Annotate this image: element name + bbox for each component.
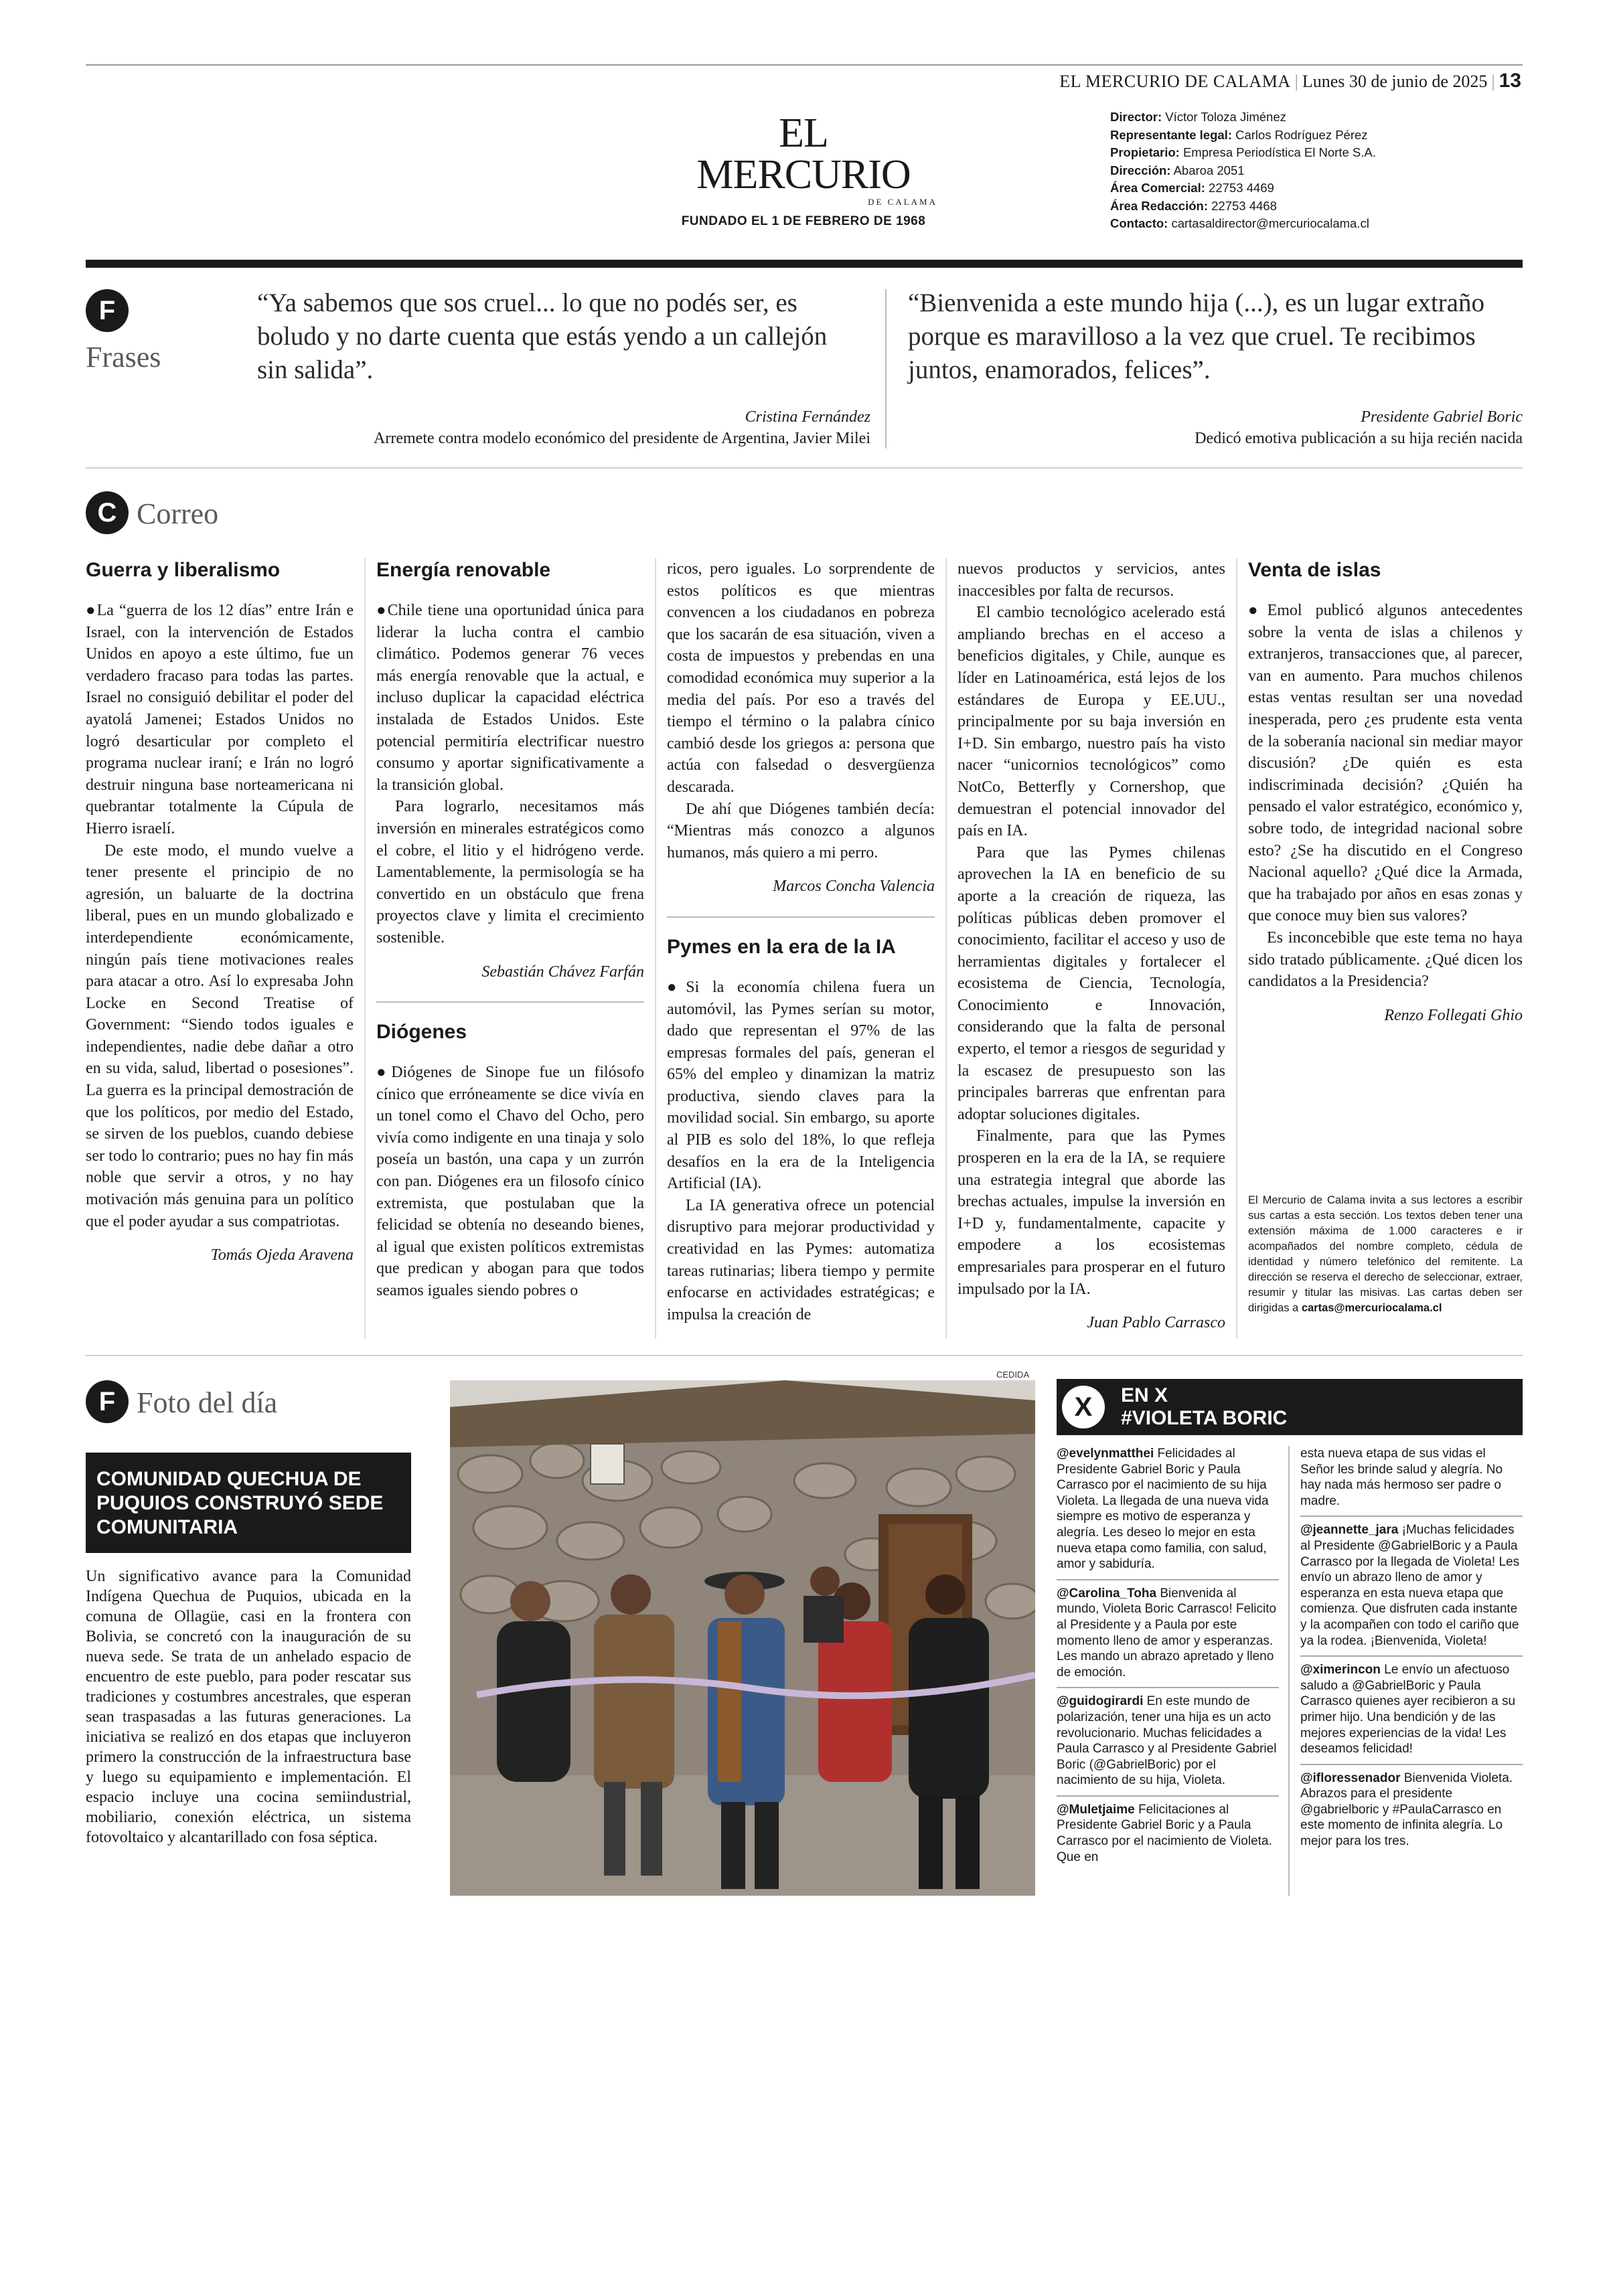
letters-policy-note — [1248, 1193, 1523, 1316]
frases-label: Frases — [86, 341, 161, 374]
correo-icon: C — [86, 491, 129, 534]
letter-text: Si la economía chilena fuera un automóvil, las Pymes serían su motor, dado que representan el 97% de las empresas formales del país, generan el 65% del empleo y dinamizan la matriz productiva, siendo claves para la movilidad social. Sin embargo, su aporte al PIB es solo del 18%, lo que refleja desafíos en la era de la Inteligencia Artificial (IA). — [667, 978, 935, 1193]
staff-value: Carlos Rodríguez Pérez — [1235, 127, 1368, 142]
staff-value[interactable]: cartasaldirector@mercuriocalama.cl — [1171, 216, 1369, 230]
staff-line — [1110, 108, 1525, 127]
correo-bottom-rule — [86, 1355, 1523, 1356]
tweet — [1300, 1446, 1523, 1517]
tweet — [1057, 1446, 1279, 1580]
tweet-text: Felicitaciones al Presidente Gabriel Boric y a Paula Carrasco por el nacimiento de Violeta. Que en — [1057, 1802, 1272, 1864]
letter-signature: Sebastián Chávez Farfán — [481, 963, 644, 981]
letter-paragraph — [1248, 600, 1523, 927]
photo-of-ribbon-cutting — [450, 1380, 1035, 1896]
letter-signature: Tomás Ojeda Aravena — [210, 1246, 354, 1264]
frases-divider — [885, 289, 887, 448]
letter-guerra — [86, 558, 354, 1266]
letter-paragraph: De ahí que Diógenes también decía: “Mientras más conozco a algunos humanos, más quiero a mi perro. — [667, 800, 935, 862]
letter-separator — [376, 1001, 644, 1003]
masthead-bar — [86, 260, 1523, 268]
bullet-icon: ● — [376, 602, 388, 619]
letter-title: Energía renovable — [376, 559, 551, 581]
tweet-handle[interactable]: @evelynmatthei — [1057, 1447, 1154, 1461]
letter-paragraph: ricos, pero iguales. Lo sorprendente de estos políticos es que mientras convencen a los ciudadanos en pobreza que los sacarán de esa situación, viven a costa de impuestos y prebendas en una comodidad económica muy superior a la media del país. Por eso a través del tiempo el término o la palabra cínico cambió desde los griegos a: persona que actúa con falsedad o desvergüenza descarada. — [667, 560, 935, 796]
tweet-text: En este mundo de polarización, tener una hija es un acto revolucionario. Muchas felicidades a Paula Carrasco y al Presidente Gabriel Boric (@GabrielBoric) por el nacimiento de su hija, Violeta. — [1057, 1694, 1277, 1788]
letter-paragraph: Para lograrlo, necesitamos más inversión en minerales estratégicos como el cobre, el litio y el hidrógeno verde. Lamentablemente, la permisología se ha convertido en un obstáculo que frena proyectos clave y limita el crecimiento sostenible. — [376, 798, 644, 947]
en-x-title-line: EN X — [1121, 1384, 1168, 1406]
frase-author-2: Presidente Gabriel Boric — [1361, 408, 1523, 426]
letter-paragraph: El cambio tecnológico acelerado está ampliando brechas en el acceso a beneficios digitales, y Chile, aunque es líder en Latinoamérica, está lejos de los estándares de Europa y EE.UU., principalmente por su baja inversión en I+D. Sin embargo, nuestro país ha visto nacer “unicornios tecnológicos” como NotCo, Betterfly y Cornershop, que demuestran el potencial innovador del país en IA. — [958, 604, 1225, 840]
column-divider — [945, 558, 947, 1339]
letter-title: Diógenes — [376, 1021, 467, 1044]
frases-icon: F — [86, 289, 129, 332]
letter-pymes-cont — [958, 558, 1225, 1334]
letter-text: Chile tiene una oportunidad única para liderar la lucha contra el cambio climático. Podemos generar 76 veces más energía renovable que la actual, e incluso duplicar la capacidad eléctrica instalada de Estados Unidos. Este potencial permitiría electrificar nuestro consumo y aportar significativamente a la transición global. — [376, 602, 644, 794]
letter-title: Pymes en la era de la IA — [667, 935, 896, 958]
en-x-header — [1057, 1379, 1523, 1435]
frase-context-2: Dedicó emotiva publicación a su hija recién nacida — [1195, 430, 1523, 447]
tweet-text: Bienvenida Violeta. Abrazos para el presidente @gabrielboric y #PaulaCarrasco en este momento de infinita alegría. Lo mejor para los tres. — [1300, 1771, 1513, 1849]
staff-label: Representante legal: — [1110, 127, 1232, 142]
page-folio — [1059, 70, 1521, 92]
x-icon: X — [1062, 1386, 1105, 1428]
staff-label: Área Redacción: — [1110, 198, 1208, 213]
tweet — [1057, 1688, 1279, 1797]
tweet-handle[interactable]: @jeannette_jara — [1300, 1523, 1399, 1538]
top-rule — [86, 64, 1523, 66]
letter-paragraph: De este modo, el mundo vuelve a tener presente el principio de no agresión, un baluarte de la doctrina liberal, pues en un mundo globalizado e interdependiente económicamente, ningún país tiene motivaciones reales para atacar a otro. Así lo expresaba John Locke en Second Treatise of Government: “Siendo todos iguales e independientes, nadie debe dañar a otro en su vida, salud, libertad o posesiones”. La guerra es la principal demostración de que los políticos, por medio del Estado, se sirven de los pueblos, cuando debiese ser todo lo contrario; pues no hay fin más noble que servir a otros, y no hay motivación más genuina para un político que el poder ayudar a sus compatriotas. — [86, 841, 354, 1230]
letter-energia — [376, 558, 644, 1302]
letter-signature: Juan Pablo Carrasco — [1087, 1314, 1225, 1332]
staff-value: Empresa Periodística El Norte S.A. — [1182, 145, 1376, 159]
letter-title: Venta de islas — [1248, 559, 1381, 581]
masthead-logo — [670, 112, 937, 229]
logo-subtitle: DE CALAMA — [868, 197, 937, 207]
tweet — [1057, 1797, 1279, 1872]
letter-paragraph: Finalmente, para que las Pymes prosperen en la era de la IA, se requiere una estrategia integral que aborde las brechas actuales, impulse la inversión en I+D y, fundamentalmente, capacite y empodere a los ecosistemas empresariales para prosperar en el futuro impulsado por la IA. — [958, 1127, 1225, 1298]
letter-paragraph — [86, 600, 354, 840]
staff-line — [1110, 197, 1525, 216]
tweet-text: Le envío un afectuoso saludo a @GabrielBoric y Paula Carrasco quienes ayer recibieron a su primer hijo. Una bendición y de las mejores experiencias de la vida! Les deseamos felicidad! — [1300, 1663, 1516, 1756]
staff-box — [1110, 108, 1525, 233]
tweets-column-1 — [1057, 1446, 1279, 1872]
frase-context-1: Arremete contra modelo económico del presidente de Argentina, Javier Milei — [374, 430, 870, 447]
tweet-handle[interactable]: @Muletjaime — [1057, 1802, 1135, 1817]
tweet-handle[interactable]: @ifloressenador — [1300, 1771, 1401, 1785]
tweet-handle[interactable]: @Carolina_Toha — [1057, 1586, 1157, 1601]
photo-credit: CEDIDA — [996, 1370, 1030, 1380]
bullet-icon: ● — [376, 1064, 392, 1082]
photo-illustration — [450, 1380, 1035, 1896]
staff-label: Dirección: — [1110, 163, 1171, 177]
frases-bottom-rule — [86, 467, 1523, 469]
tweet — [1300, 1657, 1523, 1765]
letter-paragraph — [376, 600, 644, 796]
tweet-text: Bienvenida al mundo, Violeta Boric Carrasco! Felicito al Presidente y a Paula por este momento lleno de amor y esperanzas. Les mando un abrazo apretado y lleno de emoción. — [1057, 1586, 1277, 1679]
letter-islas — [1248, 558, 1523, 1026]
letter-paragraph: Es inconcebible que este tema no haya sido tratado públicamente. ¿Qué dicen los candidatos a la Presidencia? — [1248, 928, 1523, 991]
staff-value: Víctor Toloza Jiménez — [1165, 110, 1286, 124]
staff-value: 22753 4469 — [1209, 181, 1274, 195]
tweet-handle[interactable]: @guidogirardi — [1057, 1694, 1144, 1709]
frase-quote-1: “Ya sabemos que sos cruel... lo que no podés ser, es boludo y no darte cuenta que estás yendo a un callejón sin salida”. — [257, 289, 828, 384]
photo-caption: Un significativo avance para la Comunidad Indígena Quechua de Puquios, ubicada en la comuna de Ollagüe, casi en la frontera con Bolivia, se concretó con la inauguración de su nueva sede. Se trata de un anhelado espacio de encuentro de este pueblo, para poder rescatar sus tradiciones y costumbres ancestrales, que esperan sean traspasadas a las futuras generaciones. La iniciativa se realizó en dos etapas que incluyeron primero la construcción de la infraestructura base y luego su equipamiento e implementación. El espacio incluye una cocina semiindustrial, mobiliario, conexión eléctrica, un sistema fotovoltaico y alcantarillado con fosa séptica. — [86, 1568, 411, 1846]
letter-paragraph — [667, 977, 935, 1195]
page-number: 13 — [1499, 70, 1521, 92]
letter-text: Diógenes de Sinope fue un filósofo cínico que erróneamente se dice vivía en un tonel como el Chavo del Ocho, pero vivía como indigente en una tinaja y solo poseía un bastón, una capa y un zurrón con pan. Diógenes era un filosofo cínico extremista, que postulaban que la felicidad se obtenía no deseando bienes, al igual que existen políticos extremistas que predican y abogan para que todos seamos iguales siendo pobres o — [376, 1064, 644, 1300]
letter-diogenes-cont — [667, 558, 935, 1325]
note-text: El Mercurio de Calama invita a sus lectores a escribir sus cartas a esta sección. Los textos deben tener una extensión máxima de 1.000 caracteres e ir acompañados del nombre completo, cédula de identidad y número telefónico del remitente. La dirección se reserva el derecho de seleccionar, extraer, resumir y titular las misivas. Las cartas deben ser dirigidas a — [1248, 1194, 1523, 1314]
letter-paragraph — [376, 1062, 644, 1302]
staff-line — [1110, 162, 1525, 180]
letter-text: Emol publicó algunos antecedentes sobre la venta de islas a chilenos y extranjeros, transacciones que, al parecer, van en aumento. Para muchos chilenos estas ventas resultan ser una novedad inesperada, pero ¿es prudente esta venta de la soberanía nacional sin mediar mayor discusión? ¿De quién es esta indiscriminada decisión? ¿Quién ha pensado el valor estratégico, económico y, sobre todo, de integridad nacional sobre esto? ¿Se ha discutido en el Congreso Nacional aquello? ¿Qué dice la Armada, que ha trabajado por años en esas zonas y que conoce muy bien sus valores? — [1248, 602, 1523, 925]
founded-line: FUNDADO EL 1 DE FEBRERO DE 1968 — [681, 214, 926, 228]
frase-quote-2: “Bienvenida a este mundo hija (...), es un lugar extraño porque es maravilloso a la vez que cruel. Te recibimos juntos, enamorados, felices”. — [908, 289, 1484, 384]
staff-label: Contacto: — [1110, 216, 1168, 230]
frase-author-1: Cristina Fernández — [745, 408, 870, 426]
letter-signature: Renzo Follegati Ghio — [1384, 1006, 1523, 1024]
foto-icon: F — [86, 1380, 129, 1423]
column-divider — [364, 558, 366, 1339]
tweet — [1300, 1517, 1523, 1657]
correo-label: Correo — [137, 497, 219, 530]
bullet-icon: ● — [667, 978, 686, 996]
staff-label: Área Comercial: — [1110, 181, 1205, 195]
logo-name: EL MERCURIO — [696, 110, 911, 197]
foto-label: Foto del día — [137, 1386, 278, 1419]
tweet-text: ¡Muchas felicidades al Presidente @GabrielBoric y a Paula Carrasco por la llegada de Violeta! Les envío un abrazo lleno de amor y esperanza en esta nueva etapa que comienza. Que disfruten cada instante y la acompañen con todo el cariño que ya la rodea. ¡Bienvenida, Violeta! — [1300, 1523, 1520, 1648]
staff-line — [1110, 179, 1525, 197]
tweet — [1057, 1580, 1279, 1689]
en-x-title — [1121, 1384, 1287, 1430]
staff-value: Abaroa 2051 — [1173, 163, 1245, 177]
staff-label: Director: — [1110, 110, 1162, 124]
staff-value: 22753 4468 — [1211, 198, 1277, 213]
folio-separator: | — [1491, 72, 1495, 91]
folio-date: Lunes 30 de junio de 2025 — [1302, 72, 1488, 91]
staff-label: Propietario: — [1110, 145, 1180, 159]
tweets-divider — [1288, 1446, 1290, 1896]
bullet-icon: ● — [86, 602, 97, 619]
letter-signature: Marcos Concha Valencia — [773, 878, 935, 896]
tweet-text: Felicidades al Presidente Gabriel Boric y Paula Carrasco por el nacimiento de su hija Violeta. La llegada de una nueva vida siempre es motivo de esperanza y alegría. Les deseo lo mejor en esta nueva etapa como familia, con salud, amor y sabiduría. — [1057, 1447, 1269, 1572]
staff-line — [1110, 127, 1525, 145]
tweets-column-2 — [1300, 1446, 1523, 1856]
letter-title: Guerra y liberalismo — [86, 559, 281, 581]
tweet-handle[interactable]: @ximerincon — [1300, 1663, 1381, 1677]
tweet-text: esta nueva etapa de sus vidas el Señor les brinde salud y alegría. No hay nada más hermoso ser padre o madre. — [1300, 1447, 1503, 1508]
column-divider — [1236, 558, 1237, 1339]
en-x-hashtag[interactable]: #VIOLETA BORIC — [1121, 1407, 1288, 1429]
staff-line — [1110, 215, 1525, 233]
photo-headline: COMUNIDAD QUECHUA DE PUQUIOS CONSTRUYÓ SEDE COMUNITARIA — [86, 1453, 411, 1553]
folio-publication: EL MERCURIO DE CALAMA — [1059, 72, 1291, 91]
letter-paragraph: Para que las Pymes chilenas aprovechen la IA en beneficio de su aporte a la creación de riqueza, las políticas públicas deben promover el conocimiento, facilitar el acceso y uso de herramientas digitales y fortalecer el ecosistema de Ciencia, Tecnología, Conocimiento e Innovación, considerando que la falta de personal experto, el temor a riesgos de seguridad y la escasez de presupuesto son las principales barreras que enfrentan para adoptar soluciones digitales. — [958, 843, 1225, 1123]
bullet-icon: ● — [1248, 602, 1268, 619]
letter-paragraph: La IA generativa ofrece un potencial disruptivo para mejorar productividad y creatividad en las Pymes: automatiza tareas rutinarias; libera tiempo y permite enfocarse en actividades estratégicas; e impulsa la creación de — [667, 1196, 935, 1323]
letter-text: La “guerra de los 12 días” entre Irán e Israel, con la intervención de Estados Unidos en apoyo a este último, fue un verdadero fracaso para todas las partes. Israel no consiguió debilitar el poder del ayatolá Jamenei; Estados Unidos no logró desarticular por completo el programa nuclear iraní; e Irán no logró destruir ninguna base norteamericana ni quebrantar totalmente la Cúpula de Hierro israelí. — [86, 602, 354, 837]
staff-line — [1110, 144, 1525, 162]
folio-separator: | — [1294, 72, 1298, 91]
tweet — [1300, 1765, 1523, 1856]
note-email[interactable]: cartas@mercuriocalama.cl — [1301, 1302, 1442, 1314]
letter-paragraph: nuevos productos y servicios, antes inaccesibles por falta de recursos. — [958, 560, 1225, 600]
column-divider — [655, 558, 656, 1339]
letter-separator — [667, 916, 935, 918]
